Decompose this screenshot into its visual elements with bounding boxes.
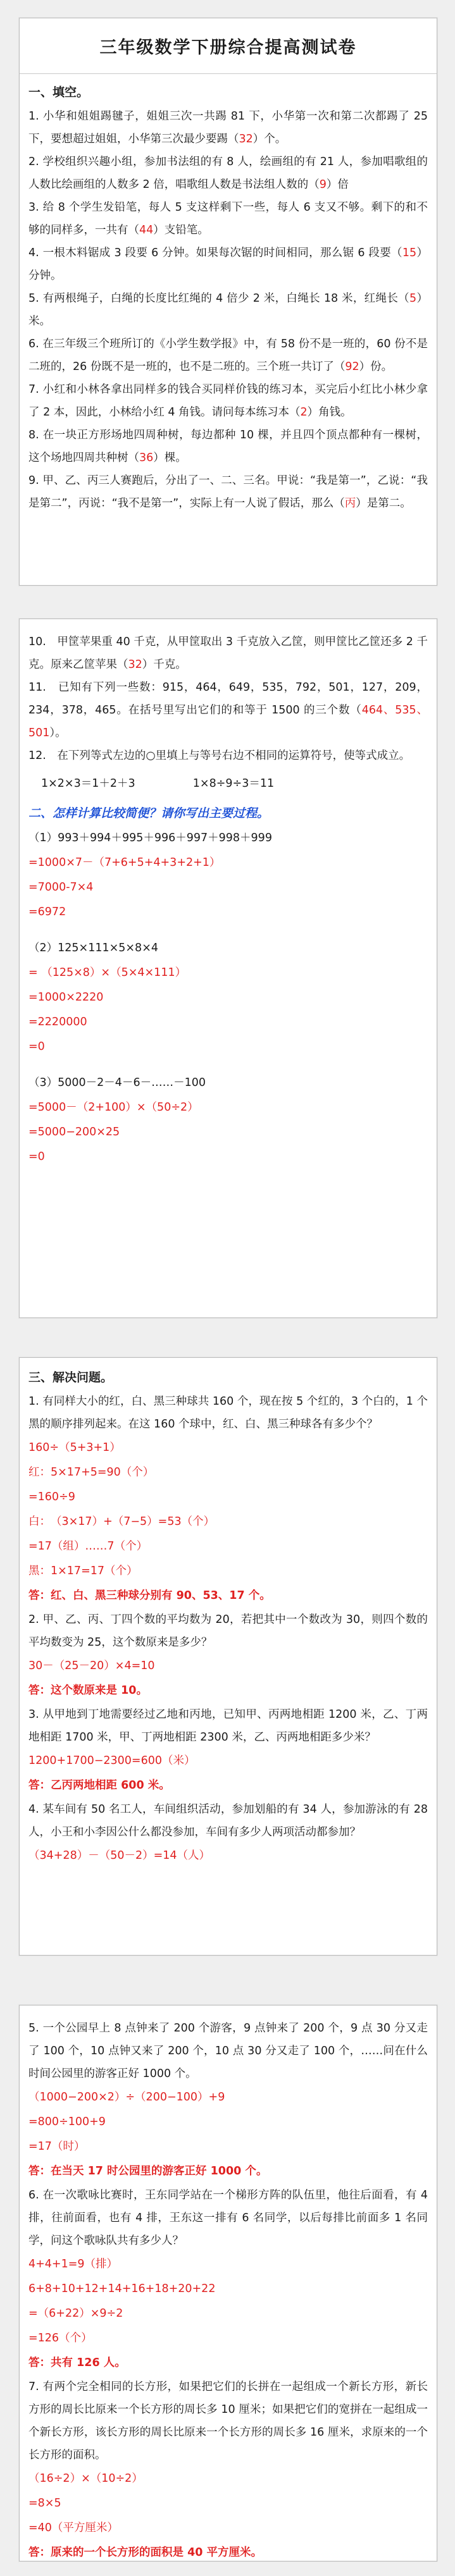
problem-3-answer: 答：乙丙两地相距 600 米。 — [28, 1779, 170, 1792]
question-1: 1. 小华和姐姐踢毽子，姐姐三次一共踢 81 下，小华第一次和第二次都踢了 25 下，要想超过姐姐，小华第三次最少要踢（32）个。 — [28, 110, 428, 145]
calc-1-step: =6972 — [28, 906, 66, 918]
problem-1-answer: 答：红、白、黑三种球分别有 90、53、17 个。 — [28, 1589, 271, 1602]
equation-1: 1×2×3＝1＋2＋3 — [41, 777, 135, 790]
question-9: 9. 甲、乙、丙三人赛跑后，分出了一、二、三名。甲说：“我是第一”，乙说：“我是第二”，丙说：“我不是第一”，实际上有一人说了假话，那么（丙）是第二。 — [28, 474, 428, 510]
answer-1: 32 — [239, 133, 253, 145]
problem-1-step: 160÷（5+3+1） — [28, 1441, 121, 1454]
problem-6-step: 4+4+1=9（排） — [28, 2258, 118, 2271]
problem-6: 6. 在一次歌咏比赛时，王东同学站在一个梯形方阵的队伍里，他往后面看，有 4 排，往前面看，也有 4 排，王东这一排有 6 名同学，以后每排比前面多 1 名同学，问这个歌咏队共有多少人？ — [28, 2189, 428, 2247]
answer-5: 5 — [409, 292, 417, 305]
answer-6: 92 — [345, 361, 359, 373]
calc-1-problem: （1）993＋994＋995＋996＋997＋998＋999 — [28, 832, 272, 844]
problem-6-answer: 答：共有 126 人。 — [28, 2357, 126, 2369]
question-2: 2. 学校组织兴趣小组，参加书法组的有 8 人，绘画组的有 21 人，参加唱歌组的人数比绘画组的人数多 2 倍，唱歌组人数是书法组人数的（9）倍 — [28, 156, 428, 191]
answer-4: 15 — [402, 247, 417, 259]
problem-6-step: 6+8+10+12+14+16+18+20+22 — [28, 2283, 216, 2295]
answer-7: 2 — [300, 406, 308, 419]
problem-1-step: 黑：1×17=17（个） — [28, 1565, 138, 1577]
page-title: 三年级数学下册综合提高测试卷 — [99, 38, 357, 58]
problem-1-step: 红：5×17+5=90（个） — [28, 1466, 154, 1479]
section-heading-problems: 三、解决问题。 — [28, 1371, 113, 1384]
worksheet-card-fill-in — [19, 18, 437, 586]
calc-3-step: =5000−200×25 — [28, 1126, 120, 1138]
answer-8: 36 — [139, 452, 154, 464]
problem-2-step: 30－（25－20）×4=10 — [28, 1660, 155, 1672]
calc-3-problem: （3）5000－2－4－6－……－100 — [28, 1076, 206, 1089]
calc-2-step: =0 — [28, 1040, 45, 1053]
problem-6-step: =（6+22）×9÷2 — [28, 2307, 123, 2320]
problem-7-answer: 答：原来的一个长方形的面积是 40 平方厘米。 — [28, 2546, 263, 2559]
problem-5-step: =800÷100+9 — [28, 2116, 106, 2128]
problem-7: 7. 有两个完全相同的长方形，如果把它们的长拼在一起组成一个新长方形，新长方形的周长比原来一个长方形的周长多 10 厘米；如果把它们的宽拼在一起组成一个新长方形，该长方形的周长比原来一个长方形的周长多 16 厘米，求原来的一个长方形的面积。 — [28, 2381, 428, 2462]
calc-2-step: =1000×2220 — [28, 991, 104, 1004]
problem-5-step: （1000−200×2）÷（200−100）+9 — [28, 2091, 225, 2104]
problem-5-answer: 答：在当天 17 时公园里的游客正好 1000 个。 — [28, 2165, 268, 2178]
section-heading-calculation: 二、怎样计算比较简便？请你写出主要过程。 — [28, 806, 270, 820]
problem-2: 2. 甲、乙、丙、丁四个数的平均数为 20，若把其中一个数改为 30，则四个数的平均数变为 25，这个数原来是多少？ — [28, 1613, 428, 1649]
problem-7-step: （16÷2）×（10÷2） — [28, 2472, 143, 2485]
problem-2-answer: 答：这个数原来是 10。 — [28, 1684, 147, 1697]
question-6: 6. 在三年级三个班所订的《小学生数学报》中，有 58 份不是一班的，60 份不是二班的，26 份既不是一班的，也不是二班的。三个班一共订了（92）份。 — [28, 338, 428, 373]
calc-2-step: =2220000 — [28, 1016, 87, 1028]
answer-10: 32 — [128, 658, 142, 671]
problem-7-step: =40（平方厘米） — [28, 2522, 118, 2534]
question-5: 5. 有两根绳子，白绳的长度比红绳的 4 倍少 2 米，白绳长 18 米，红绳长（5）米。 — [28, 292, 428, 328]
question-7: 7. 小红和小林各拿出同样多的钱合买同样价钱的练习本，买完后小红比小林少拿了 2 本，因此，小林给小红 4 角钱。请问每本练习本（2）角钱。 — [28, 383, 428, 419]
problem-5: 5. 一个公园早上 8 点钟来了 200 个游客，9 点钟来了 200 个，9 点 30 分又走了 100 个，10 点钟又来了 200 个，10 点 30 分又走了 100 个，……问在什么时间公园里的游客正好 1000 个。 — [28, 2022, 428, 2080]
question-8: 8. 在一块正方形场地四周种树，每边都种 10 棵，并且四个顶点都种有一棵树，这个场地四周共种树（36）棵。 — [28, 429, 428, 464]
calc-3-step: =0 — [28, 1150, 45, 1163]
problem-4-step: （34+28）－（50－2）=14（人） — [28, 1849, 211, 1862]
problem-3: 3. 从甲地到丁地需要经过乙地和丙地，已知甲、丙两地相距 1200 米，乙、丁两地相距 1700 米，甲、丁两地相距 2300 米，乙、丙两地相距多少米？ — [28, 1708, 428, 1744]
section-heading-fill-in: 一、填空。 — [28, 85, 89, 99]
answer-9: 丙 — [344, 497, 356, 510]
problem-4: 4. 某车间有 50 名工人，车间组织活动，参加划船的有 34 人，参加游泳的有 28 人，小王和小李因公什么都没参加，车间有多少人两项活动都参加？ — [28, 1803, 428, 1839]
problem-1-step: 白： （3×17）+（7−5）=53（个） — [28, 1515, 215, 1528]
question-11: 11. 已知有下列一些数：915，464，649，535，792，501，127，209，234，378，465。在括号里写出它们的和等于 1500 的三个数（464、535、501）。 — [28, 681, 428, 739]
question-4: 4. 一根木料锯成 3 段要 6 分钟。如果每次锯的时间相同，那么锯 6 段要（15）分钟。 — [28, 247, 428, 282]
calc-2-problem: （2）125×111×5×8×4 — [28, 942, 158, 954]
problem-1: 1. 有同样大小的红，白、黑三种球共 160 个，现在按 5 个红的，3 个白的，1 个黑的顺序排列起来。在这 160 个球中，红、白、黑三种球各有多少个？ — [28, 1395, 428, 1431]
problem-7-step: =8×5 — [28, 2497, 61, 2510]
worksheet-card-calculation — [19, 619, 437, 1318]
calc-1-step: =1000×7－（7+6+5+4+3+2+1） — [28, 856, 221, 869]
problem-6-step: =126（个） — [28, 2332, 92, 2345]
question-3: 3. 给 8 个学生发铅笔，每人 5 支这样剩下一些，每人 6 支又不够。剩下的和不够的同样多，一共有（44）支铅笔。 — [28, 201, 428, 237]
divider — [20, 73, 437, 74]
worksheet-card-problems-continued — [19, 2005, 437, 2561]
equation-row — [41, 770, 428, 798]
answer-3: 44 — [139, 224, 154, 237]
question-12: 12. 在下列等式左边的○里填上与等号右边不相同的运算符号，使等式成立。 — [28, 749, 411, 762]
problem-5-step: =17（时） — [28, 2140, 85, 2153]
question-10: 10. 甲筐苹果重 40 千克，从甲筐取出 3 千克放入乙筐，则甲筐比乙筐还多 2 千克。原来乙筐苹果（32）千克。 — [28, 636, 428, 671]
problem-1-step: =17（组）……7（个） — [28, 1540, 148, 1553]
calc-1-step: =7000-7×4 — [28, 881, 94, 894]
equation-2: 1×8÷9÷3＝11 — [192, 777, 275, 790]
calc-2-step: = （125×8）×（5×4×111） — [28, 966, 187, 979]
problem-3-step: 1200+1700−2300=600（米） — [28, 1754, 196, 1767]
worksheet-card-problems — [19, 1357, 437, 1956]
problem-1-step: =160÷9 — [28, 1491, 75, 1503]
answer-2: 9 — [319, 178, 327, 191]
answer-11: 464、535、501 — [28, 704, 428, 739]
calc-3-step: =5000－（2+100）×（50÷2） — [28, 1101, 199, 1114]
